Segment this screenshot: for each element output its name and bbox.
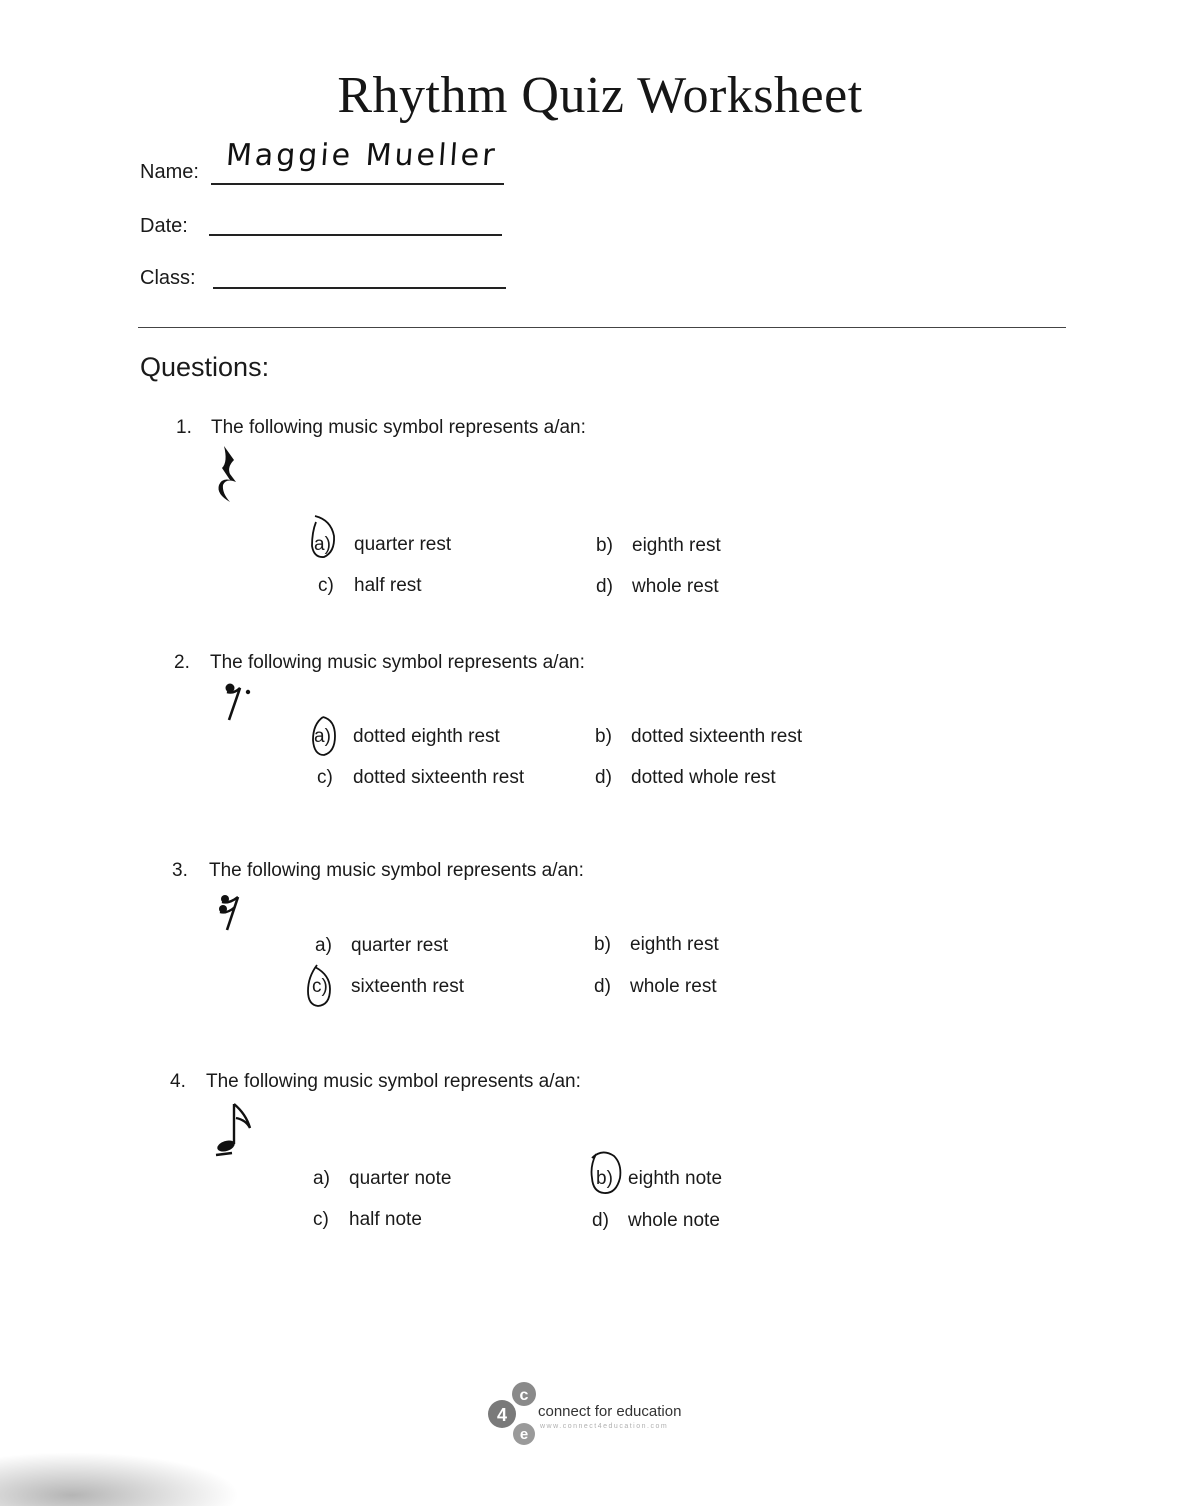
option-b-text: dotted sixteenth rest bbox=[631, 726, 803, 747]
option-b-text: eighth rest bbox=[632, 535, 721, 556]
option-a-letter[interactable]: a) bbox=[314, 534, 331, 555]
scan-shadow bbox=[0, 1452, 240, 1506]
page-title: Rhythm Quiz Worksheet bbox=[337, 67, 863, 124]
name-handwritten-value: Maggie Mueller bbox=[224, 138, 499, 173]
option-c-letter[interactable]: c) bbox=[313, 1209, 329, 1230]
option-d-letter[interactable]: d) bbox=[592, 1210, 609, 1231]
eighth-note-icon bbox=[210, 1100, 254, 1164]
option-a-letter[interactable]: a) bbox=[314, 726, 331, 747]
option-c-letter[interactable]: c) bbox=[318, 575, 334, 596]
logo-glyph-c: c bbox=[519, 1387, 529, 1404]
option-c-text: sixteenth rest bbox=[351, 976, 464, 997]
question-text: The following music symbol represents a/an: bbox=[211, 417, 586, 438]
option-b-letter[interactable]: b) bbox=[595, 726, 612, 747]
option-a-text: quarter note bbox=[349, 1168, 452, 1189]
option-d-text: whole rest bbox=[632, 576, 719, 597]
dotted-eighth-rest-icon bbox=[220, 680, 256, 722]
date-field-line[interactable] bbox=[209, 234, 502, 236]
option-b-letter[interactable]: b) bbox=[596, 535, 613, 556]
question-text: The following music symbol represents a/an: bbox=[206, 1071, 581, 1092]
section-divider bbox=[138, 327, 1066, 328]
option-d-letter[interactable]: d) bbox=[596, 576, 613, 597]
logo-glyph-4: 4 bbox=[496, 1405, 508, 1425]
class-field-line[interactable] bbox=[213, 287, 506, 289]
question-number: 2. bbox=[174, 652, 190, 673]
class-label: Class: bbox=[140, 267, 196, 289]
option-c-letter[interactable]: c) bbox=[312, 976, 328, 997]
option-c-letter[interactable]: c) bbox=[317, 767, 333, 788]
option-d-letter[interactable]: d) bbox=[594, 976, 611, 997]
question-text: The following music symbol represents a/an: bbox=[210, 652, 585, 673]
quarter-rest-icon bbox=[210, 444, 246, 508]
option-a-letter[interactable]: a) bbox=[313, 1168, 330, 1189]
footer-brand-text: connect for education bbox=[538, 1403, 682, 1420]
question-number: 3. bbox=[172, 860, 188, 881]
option-c-text: dotted sixteenth rest bbox=[353, 767, 525, 788]
date-label: Date: bbox=[140, 215, 188, 237]
option-d-text: whole note bbox=[628, 1210, 720, 1231]
option-a-letter[interactable]: a) bbox=[315, 935, 332, 956]
question-number: 1. bbox=[176, 417, 192, 438]
option-b-letter[interactable]: b) bbox=[596, 1168, 613, 1189]
option-d-text: dotted whole rest bbox=[631, 767, 776, 788]
option-a-text: quarter rest bbox=[351, 935, 449, 956]
name-field-line[interactable] bbox=[211, 183, 504, 185]
option-d-text: whole rest bbox=[630, 976, 717, 997]
option-c-text: half rest bbox=[354, 575, 422, 596]
question-text: The following music symbol represents a/an: bbox=[209, 860, 584, 881]
sixteenth-rest-icon bbox=[216, 892, 246, 934]
option-c-text: half note bbox=[349, 1209, 422, 1230]
option-b-text: eighth note bbox=[628, 1168, 723, 1189]
option-d-letter[interactable]: d) bbox=[595, 767, 612, 788]
option-a-text: dotted eighth rest bbox=[353, 726, 500, 747]
question-number: 4. bbox=[170, 1071, 186, 1092]
name-label: Name: bbox=[140, 161, 199, 183]
option-b-text: eighth rest bbox=[630, 934, 719, 955]
footer-url: www.connect4education.com bbox=[540, 1423, 669, 1430]
option-a-text: quarter rest bbox=[354, 534, 452, 555]
questions-heading: Questions: bbox=[140, 352, 270, 382]
option-b-letter[interactable]: b) bbox=[594, 934, 611, 955]
connect4education-logo-icon bbox=[484, 1380, 540, 1450]
logo-glyph-e: e bbox=[519, 1426, 529, 1443]
